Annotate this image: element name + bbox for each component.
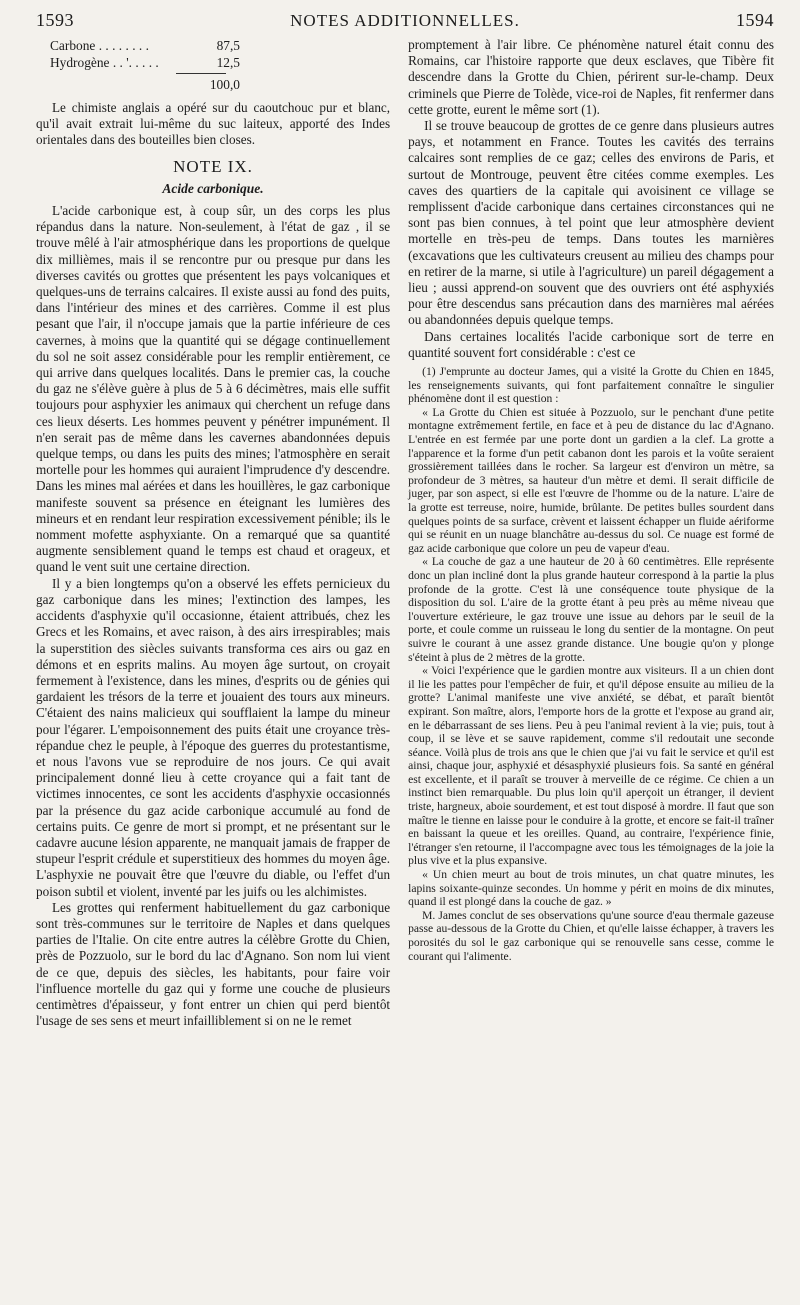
paragraph: Dans certaines localités l'acide carbonique sort de terre en quantité souvent fort considérable : c'est ce xyxy=(408,328,774,360)
page-number-left: 1593 xyxy=(36,10,74,30)
paragraph: Il se trouve beaucoup de grottes de ce genre dans plusieurs autres pays, et notamment en France. Toutes les cavités des terrains calcaires sont remplies de ce gaz; celles des environs de Paris, et surtout de Montrouge, peuvent être citées comme exemples. Les caves des quartiers de la capitale qui avoisinent ce village se remplissent d'acide carbonique dans certaines circonstances qui ne sont pas bien connues, à tel point que leur atmosphère devient mortelle en très-peu de temps. Dans toutes les marnières (excavations que les cultivateurs creusent au milieu des champs pour en retirer de la marne, si utile à l'agriculture) un pareil dégagement a lieu ; aussi apprend-on souvent que des ouvriers ont été asphyxiés pour être descendus sans précaution dans des marnières mal aérées ou abandonnées depuis quelque temps. xyxy=(408,118,774,328)
composition-name: Hydrogène . . '. . . . . xyxy=(50,55,159,70)
footnote: « La couche de gaz a une hauteur de 20 à 60 centimètres. Elle représente donc un plan incliné dont la plus grande hauteur correspond à la partie la plus profonde de la grotte. C'est là une conséquence toute physique de la disposition du sol. L'aire de la grotte étant à peu près au même niveau que l'ouverture extérieure, le gaz trouve une issue au dehors par le seuil de la porte, et coule comme un ruisseau le long du sentier de la montagne. On peut suivre le courant à une assez grande distance. Une bougie qu'on y plonge s'éteint à plus de 2 mètres de la grotte. xyxy=(408,555,774,664)
paragraph: L'acide carbonique est, à coup sûr, un des corps les plus répandus dans la nature. Non-seulement, à l'état de gaz , il se trouve mêlé à l'air atmosphérique dans les proportions de quelque dix millièmes, mais il se rencontre pur ou presque pur dans les diverses cavités ou grottes que présentent les pays volcaniques et quelques-uns de terrains calcaires. Il existe aussi au fond des puits, dans l'intérieur des mines et des carrières. Comme il est plus pesant que l'air, il n'occupe jamais que la partie inférieure de ces cavernes, à moins que la quantité qui se dégage continuellement du sol ne soit assez considérable pour les remplir entièrement, ce qui arrive dans quelques localités. Dans le premier cas, la couche du gaz ne s'élève guère à plus de 5 à 6 décimètres, mais elle suffit toujours pour asphyxier les animaux qui cherchent un refuge dans ces lieux déserts. Les hommes peuvent y pénétrer impunément. Il n'en serait pas de même dans les cavernes abandonnées depuis quelque temps, ou dans les puits des mines; l'atmosphère en serait mortelle pour les hommes qui auraient l'imprudence d'y descendre. Dans les mines mal aérées et dans les houillères, le gaz carbonique manifeste souvent sa présence en éteignant les lumières des mineurs et en rendant leur respiration excessivement pénible; ils le nomment mofette asphyxiante. On a remarqué que sa quantité augmente sensiblement quand le temps est chaud et orageux, et quand le vent suit une certaine direction. xyxy=(36,203,391,575)
paragraph: Les grottes qui renferment habituellement du gaz carbonique sont très-communes sur le territoire de Naples et dans quelques parties de l'Italie. On cite entre autres la célèbre Grotte du Chien, près de Pozzuolo, sur le bord du lac d'Agnano. Son nom lui vient de ce que, depuis des siècles, les habitants, pour faire voir l'influence mortelle du gaz qui y forme une couche de plusieurs centimètres d'épaisseur, y font entrer un chien qui perd bientôt l'usage de ses sens et meurt infailliblement si on ne le remet xyxy=(36,899,391,1029)
footnote: (1) J'emprunte au docteur James, qui a visité la Grotte du Chien en 1845, les renseignements suivants, qui font parfaitement connaître le singulier phénomène dont il est question : xyxy=(408,365,774,406)
paragraph: Il y a bien longtemps qu'on a observé les effets pernicieux du gaz carbonique dans les mines; l'extinction des lampes, les accidents d'asphyxie qu'il occasionne, étaient attribués, chez les Grecs et les Romains, et avec raison, à des airs irrespirables; mais la superstition des siècles suivants transforma ces airs ou gaz en démons et en esprits malins. Au moyen âge surtout, on croyait fermement à l'existence, dans les mines, d'esprits ou de génies qui gardaient les trésors de la terre et jouaient des tours aux mineurs. C'étaient des nains malicieux qui soufflaient la lampe du mineur pour l'égarer. L'empoisonnement des puits était une croyance très-répandue chez le peuple, à l'époque des guerres du protestantisme, et nous l'avons vue se reproduire de nos jours. Ce qui avait principalement donné lieu à cette croyance qui a fait tant de victimes innocentes, ce sont les accidents d'asphyxie occasionnés par la présence du gaz acide carbonique accumulé au fond de certains puits. Ce genre de mort si prompt, et ne présentant sur le cadavre aucune lésion apparente, ne manquait jamais de frapper de stupeur l'esprit crédule et superstitieux des hommes du moyen âge. L'asphyxie ne pouvait être que l'œuvre du diable, ou l'effet d'un poison subtil et violent, inventé par les juifs ou les alchimistes. xyxy=(36,575,391,899)
note-subtitle: Acide carbonique. xyxy=(162,180,264,196)
note-title: NOTE IX. xyxy=(173,156,253,176)
footnote: « La Grotte du Chien est située à Pozzuolo, sur le penchant d'une petite montagne extrêmement fertile, en face et à peu de distance du lac d'Agnano. L'entrée en est fermée par une porte dont un gardien a la clef. La grotte a l'apparence et la forme d'un petit cabanon dont les parois et la voûte seraient grossièrement taillées dans le rocher. Sa largeur est d'environ un mètre, sa profondeur de 3 mètres, sa hauteur d'un mètre et demi. Il serait difficile de juger, par son aspect, si elle est l'œuvre de l'homme ou de la nature. L'aire de la grotte est terreuse, noire, humide, brûlante. De petites bulles sourdent dans quelques points de sa surface, crèvent et laissent échapper un fluide aériforme qui se réunit en un nuage blanchâtre au-dessus du sol. Ce nuage est formé de gaz acide carbonique que colore un peu de vapeur d'eau. xyxy=(408,405,774,555)
composition-value: 87,5 xyxy=(216,38,240,53)
footnote: M. James conclut de ses observations qu'une source d'eau thermale gazeuse passe au-dessous de la Grotte du Chien, et qu'elle laisse échapper, à travers les porosités du sol le gaz carbonique qui se renouvelle sans cesse, comme le courant qui l'alimente. xyxy=(408,908,774,963)
intro-paragraph: Le chimiste anglais a opéré sur du caoutchouc pur et blanc, qu'il avait extrait lui-même du suc laiteux, apporté des Indes orientales dans des bouteilles bien closes. xyxy=(36,100,391,148)
footnote: « Voici l'expérience que le gardien montre aux visiteurs. Il a un chien dont il lie les pattes pour l'empêcher de fuir, et qu'il dépose ensuite au milieu de la grotte? L'animal manifeste une vive anxiété, se débat, et paraît bientôt expirant. Son maître, alors, l'emporte hors de la grotte et l'expose au grand air, en le débarrassant de ses liens. Peu à peu l'animal revient à la vie; puis, tout à coup, il se lève et se sauve rapidement, comme s'il redoutait une seconde séance. Voilà plus de trois ans que le chien que j'ai vu fait le service et qu'il est ainsi, chaque jour, asphyxié et désasphyxié plusieurs fois. Sa santé en général est excellente, et il paraît se trouver à merveille de ce régime. Ce chien a un instinct bien remarquable. Du plus loin qu'il aperçoit un étranger, il devient triste, hargneux, aboie sourdement, et est tout disposé à mordre. Il faut que son maître le tienne en laisse pour le conduire à la grotte, et encore se fait-il traîner en baissant la queue et les oreilles. Quand, au contraire, l'expérience finie, l'étranger s'en retourne, il l'accompagne avec tous les témoignages de la joie la plus vive et la plus expansive. xyxy=(408,664,774,868)
composition-row-hydrogen xyxy=(50,54,240,71)
total-rule xyxy=(176,73,226,74)
page-number-right: 1594 xyxy=(735,10,774,30)
right-column xyxy=(408,37,774,1029)
footnote-block xyxy=(408,365,774,963)
composition-total: 100,0 xyxy=(209,77,240,92)
running-title: NOTES ADDITIONNELLES. xyxy=(290,11,520,30)
left-column xyxy=(36,37,390,1029)
footnote: « Un chien meurt au bout de trois minutes, un chat quatre minutes, les lapins soixante-quinze secondes. Un homme y périt en moins de dix minutes, quand il est plongé dans la couche de gaz. » xyxy=(408,868,774,909)
paragraph: promptement à l'air libre. Ce phénomène naturel était connu des Romains, car l'histoire rapporte que deux esclaves, que Tibère fit descendre dans la Grotte du Chien, périrent sur-le-champ. Deux criminels que Pierre de Tolède, vice-roi de Naples, fit renfermer dans cette grotte, eurent le même sort (1). xyxy=(408,37,774,117)
composition-name: Carbone . . . . . . . . xyxy=(50,38,149,53)
composition-row-carbon xyxy=(50,37,240,54)
two-columns xyxy=(36,37,774,1029)
running-head xyxy=(36,10,774,31)
composition-value: 12,5 xyxy=(216,55,240,70)
